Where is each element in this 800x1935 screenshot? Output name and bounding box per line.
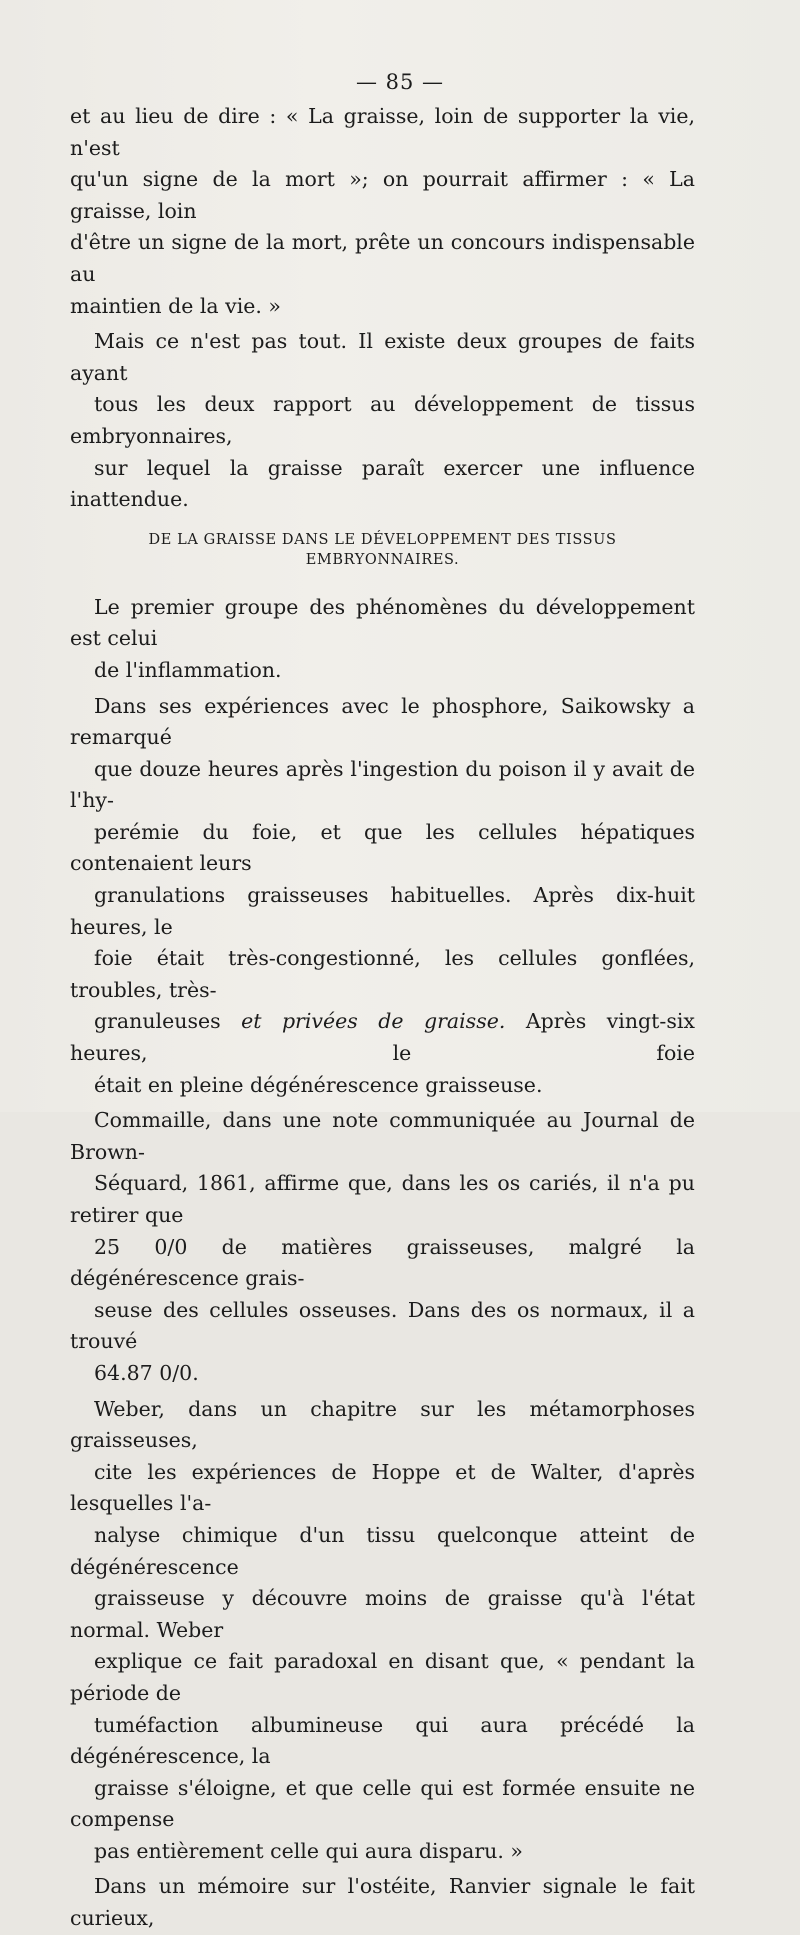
text-line: 64.87 0/0. (94, 1360, 199, 1385)
text-line: Mais ce n'est pas tout. Il existe deux groupes de faits ayant (70, 329, 695, 385)
paragraph-2 (70, 326, 695, 516)
text-line: foie était très-congestionné, les cellules gonflées, troubles, très- (70, 946, 695, 1002)
italic-phrase: et privées de graisse. (241, 1009, 506, 1034)
text-line: sur lequel la graisse paraît exercer une influence inattendue. (70, 455, 695, 512)
paragraph-1 (70, 101, 695, 322)
text-line: Dans ses expériences avec le phosphore, Saikowsky a remarqué (70, 693, 695, 750)
paragraph-3 (70, 592, 695, 687)
paragraph-4 (70, 691, 695, 1102)
text-line: explique ce fait paradoxal en disant que, « pendant la période de (70, 1649, 695, 1705)
section-heading: DE LA GRAISSE DANS LE DÉVELOPPEMENT DES TISSUS EMBRYONNAIRES. (148, 531, 617, 568)
text-line: que douze heures après l'ingestion du poison il y avait de l'hy- (70, 756, 695, 813)
text-line: et au lieu de dire : « La graisse, loin de supporter la vie, n'est (70, 104, 695, 160)
text-line (70, 1006, 695, 1069)
text-line: tuméfaction albumineuse qui aura précédé la dégénérescence, la (70, 1712, 695, 1769)
text-line: graisseuse y découvre moins de graisse qu'à l'état normal. Weber (70, 1586, 695, 1642)
text-line: tous les deux rapport au développement de tissus embryonnaires, (70, 392, 695, 448)
text-line: était en pleine dégénérescence graisseuse. (94, 1072, 543, 1097)
text-line: Dans un mémoire sur l'ostéite, Ranvier signale le fait curieux, (70, 1874, 695, 1931)
text-line: qu'un signe de la mort »; on pourrait affirmer : « La graisse, loin (70, 167, 695, 223)
text-line: Le premier groupe des phénomènes du développement est celui (70, 594, 695, 651)
text-fragment: Après vingt-six heures, le foie (70, 1009, 695, 1066)
text-line: perémie du foie, et que les cellules hépatiques contenaient leurs (70, 819, 695, 876)
text-line: de l'inflammation. (94, 657, 282, 682)
text-line: graisse s'éloigne, et que celle qui est formée ensuite ne compense (70, 1775, 695, 1832)
text-line: d'être un signe de la mort, prête un concours indispensable au (70, 230, 695, 286)
text-line: Weber, dans un chapitre sur les métamorphoses graisseuses, (70, 1396, 695, 1453)
text-line: granulations graisseuses habituelles. Après dix-huit heures, le (70, 883, 695, 939)
text-line: maintien de la vie. » (70, 293, 281, 318)
paragraph-7 (70, 1871, 695, 1934)
text-line: seuse des cellules osseuses. Dans des os normaux, il a trouvé (70, 1297, 695, 1354)
page-number: — 85 — (355, 70, 445, 94)
text-fragment: granuleuses (94, 1009, 242, 1034)
text-line: pas entièrement celle qui aura disparu. » (94, 1838, 523, 1863)
text-line: nalyse chimique d'un tissu quelconque atteint de dégénérescence (70, 1522, 695, 1579)
text-line: Commaille, dans une note communiquée au Journal de Brown- (70, 1108, 695, 1164)
text-line: Séquard, 1861, affirme que, dans les os cariés, il n'a pu retirer que (70, 1171, 695, 1227)
text-line: 25 0/0 de matières graisseuses, malgré la dégénérescence grais- (70, 1234, 695, 1291)
text-line: cite les expériences de Hoppe et de Walter, d'après lesquelles l'a- (70, 1459, 695, 1516)
body-text (70, 101, 695, 1935)
paragraph-6 (70, 1394, 695, 1868)
paragraph-5 (70, 1105, 695, 1389)
